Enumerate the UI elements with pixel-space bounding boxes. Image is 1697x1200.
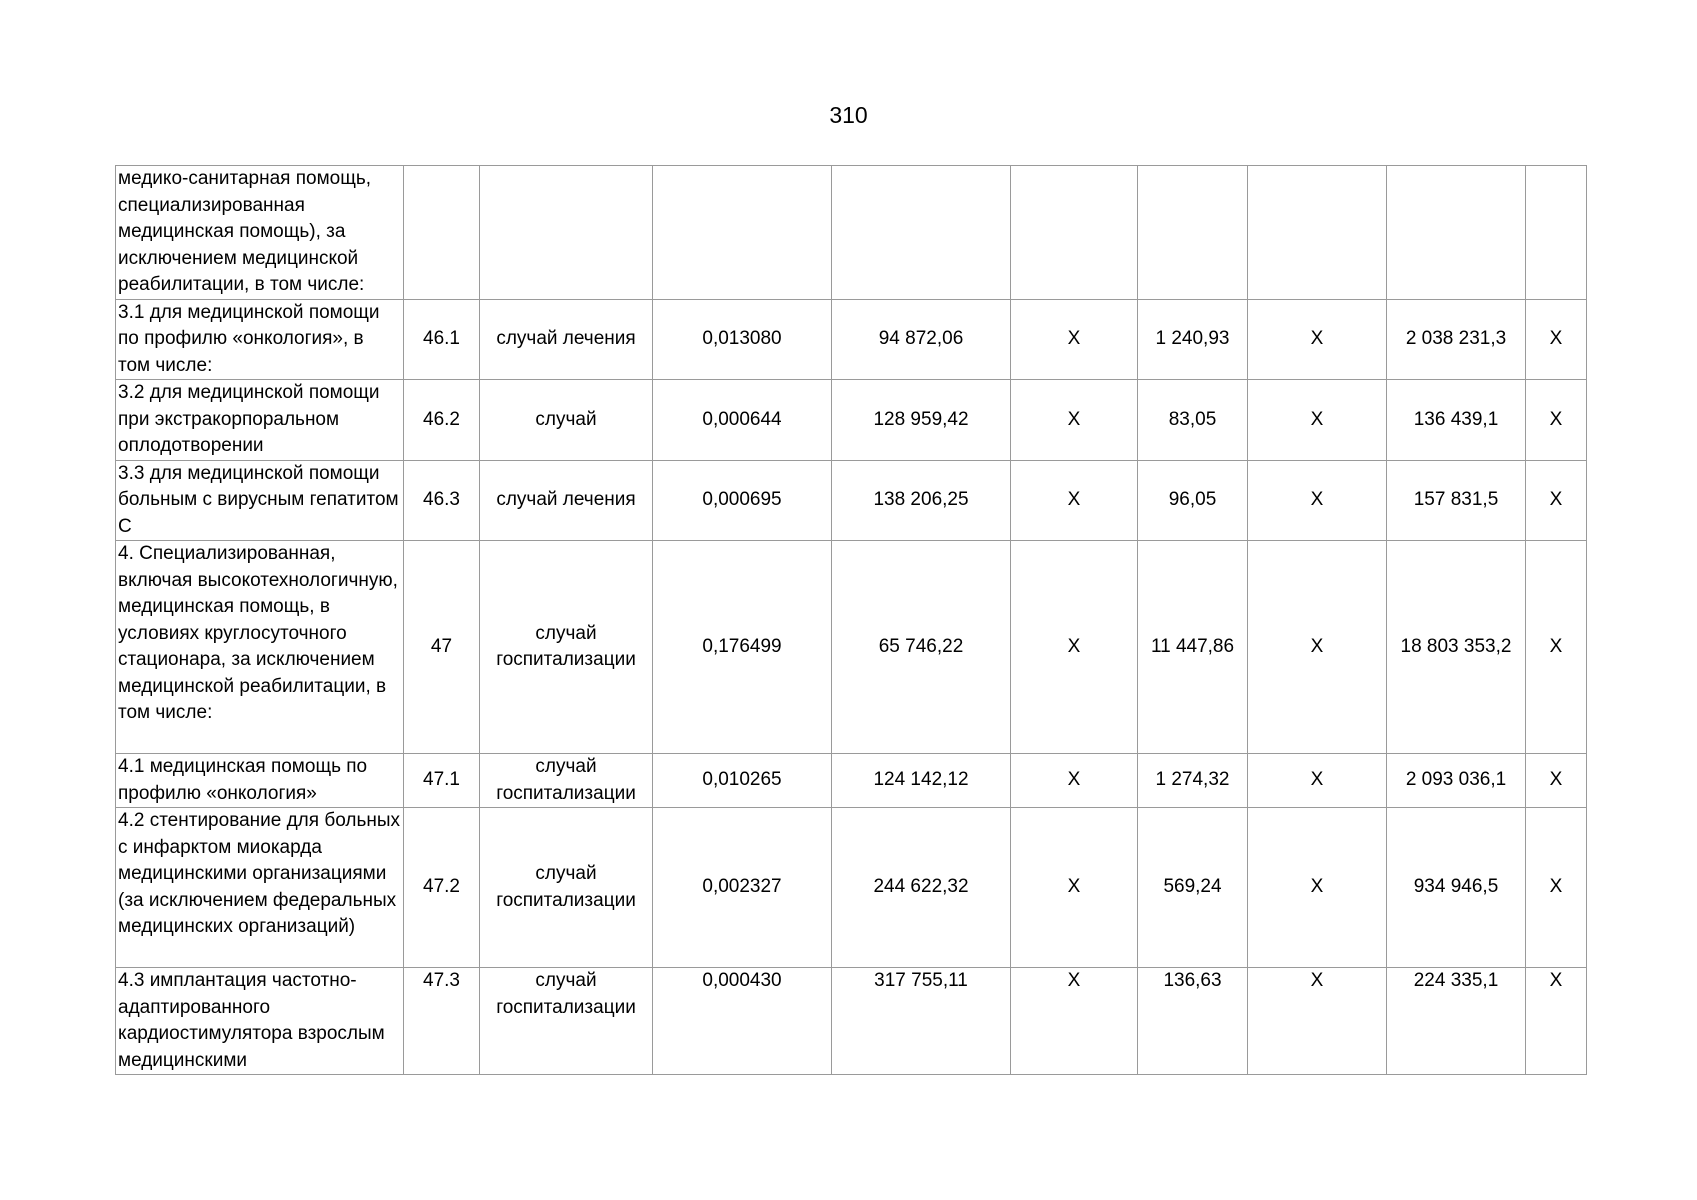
row-name-cell: 4.2 стентирование для больных с инфарктом миокарда медицинскими организациями (за исключением федеральных медицинских организаций) <box>116 808 404 968</box>
table-row <box>116 754 1587 808</box>
table-row <box>116 380 1587 461</box>
row-name-cell: 3.1 для медицинской помощи по профилю «онкология», в том числе: <box>116 299 404 380</box>
table-row <box>116 166 1587 300</box>
value-cell: 2 038 231,3 <box>1387 299 1526 380</box>
page-number: 310 <box>829 102 868 128</box>
table-row <box>116 299 1587 380</box>
value-cell: X <box>1011 754 1138 808</box>
code-cell: 47.2 <box>404 808 480 968</box>
cost-cell: 65 746,22 <box>832 541 1011 754</box>
table-row <box>116 808 1587 968</box>
table-row <box>116 460 1587 541</box>
value-cell: 18 803 353,2 <box>1387 541 1526 754</box>
norm-cell: 0,013080 <box>653 299 832 380</box>
value-cell: X <box>1526 380 1587 461</box>
value-cell <box>1248 166 1387 300</box>
value-cell: X <box>1011 808 1138 968</box>
code-cell: 46.1 <box>404 299 480 380</box>
value-cell: X <box>1526 754 1587 808</box>
cost-cell: 244 622,32 <box>832 808 1011 968</box>
row-name-cell: 3.2 для медицинской помощи при экстракорпоральном оплодотворении <box>116 380 404 461</box>
norm-cell: 0,010265 <box>653 754 832 808</box>
value-cell: 2 093 036,1 <box>1387 754 1526 808</box>
value-cell <box>1387 166 1526 300</box>
value-cell: X <box>1526 808 1587 968</box>
value-cell: X <box>1011 380 1138 461</box>
norm-cell: 0,000695 <box>653 460 832 541</box>
value-cell: X <box>1248 541 1387 754</box>
cost-cell: 138 206,25 <box>832 460 1011 541</box>
unit-cell: случай <box>480 380 653 461</box>
value-cell: 11 447,86 <box>1138 541 1248 754</box>
code-cell: 47.1 <box>404 754 480 808</box>
value-cell: 83,05 <box>1138 380 1248 461</box>
code-cell: 47 <box>404 541 480 754</box>
cost-cell: 128 959,42 <box>832 380 1011 461</box>
cost-cell <box>832 166 1011 300</box>
norm-cell <box>653 166 832 300</box>
value-cell: 1 240,93 <box>1138 299 1248 380</box>
value-cell: X <box>1248 380 1387 461</box>
row-name-cell: 4.3 имплантация частотно-адаптированного кардиостимулятора взрослым медицинскими <box>116 968 404 1075</box>
value-cell: X <box>1011 299 1138 380</box>
norm-cell: 0,000644 <box>653 380 832 461</box>
value-cell: X <box>1248 808 1387 968</box>
row-name-cell: 4. Специализированная, включая высокотехнологичную, медицинская помощь, в условиях круглосуточного стационара, за исключением медицинской реабилитации, в том числе: <box>116 541 404 754</box>
norm-cell: 0,000430 <box>653 968 832 1075</box>
value-cell <box>1138 166 1248 300</box>
value-cell: X <box>1011 968 1138 1075</box>
value-cell: X <box>1526 968 1587 1075</box>
unit-cell: случай лечения <box>480 460 653 541</box>
code-cell: 46.3 <box>404 460 480 541</box>
value-cell: 934 946,5 <box>1387 808 1526 968</box>
data-table <box>115 165 1587 1075</box>
code-cell: 47.3 <box>404 968 480 1075</box>
value-cell: X <box>1526 460 1587 541</box>
row-name-cell: 3.3 для медицинской помощи больным с вирусным гепатитом С <box>116 460 404 541</box>
value-cell: X <box>1526 299 1587 380</box>
value-cell: X <box>1248 460 1387 541</box>
value-cell <box>1011 166 1138 300</box>
value-cell: 224 335,1 <box>1387 968 1526 1075</box>
unit-cell: случай госпитализации <box>480 968 653 1075</box>
norm-cell: 0,176499 <box>653 541 832 754</box>
row-name-cell: медико-санитарная помощь, специализированная медицинская помощь), за исключением медицинской реабилитации, в том числе: <box>116 166 404 300</box>
value-cell <box>1526 166 1587 300</box>
value-cell: 157 831,5 <box>1387 460 1526 541</box>
value-cell: 136,63 <box>1138 968 1248 1075</box>
norm-cell: 0,002327 <box>653 808 832 968</box>
value-cell: X <box>1011 541 1138 754</box>
cost-cell: 124 142,12 <box>832 754 1011 808</box>
code-cell <box>404 166 480 300</box>
value-cell: X <box>1526 541 1587 754</box>
table-row <box>116 541 1587 754</box>
row-name-cell: 4.1 медицинская помощь по профилю «онкология» <box>116 754 404 808</box>
value-cell: 136 439,1 <box>1387 380 1526 461</box>
unit-cell: случай госпитализации <box>480 808 653 968</box>
unit-cell: случай госпитализации <box>480 541 653 754</box>
cost-cell: 317 755,11 <box>832 968 1011 1075</box>
value-cell: X <box>1248 754 1387 808</box>
code-cell: 46.2 <box>404 380 480 461</box>
unit-cell: случай госпитализации <box>480 754 653 808</box>
unit-cell: случай лечения <box>480 299 653 380</box>
value-cell: X <box>1248 299 1387 380</box>
table-row <box>116 968 1587 1075</box>
value-cell: 569,24 <box>1138 808 1248 968</box>
value-cell: X <box>1011 460 1138 541</box>
value-cell: 1 274,32 <box>1138 754 1248 808</box>
value-cell: 96,05 <box>1138 460 1248 541</box>
cost-cell: 94 872,06 <box>832 299 1011 380</box>
unit-cell <box>480 166 653 300</box>
value-cell: X <box>1248 968 1387 1075</box>
